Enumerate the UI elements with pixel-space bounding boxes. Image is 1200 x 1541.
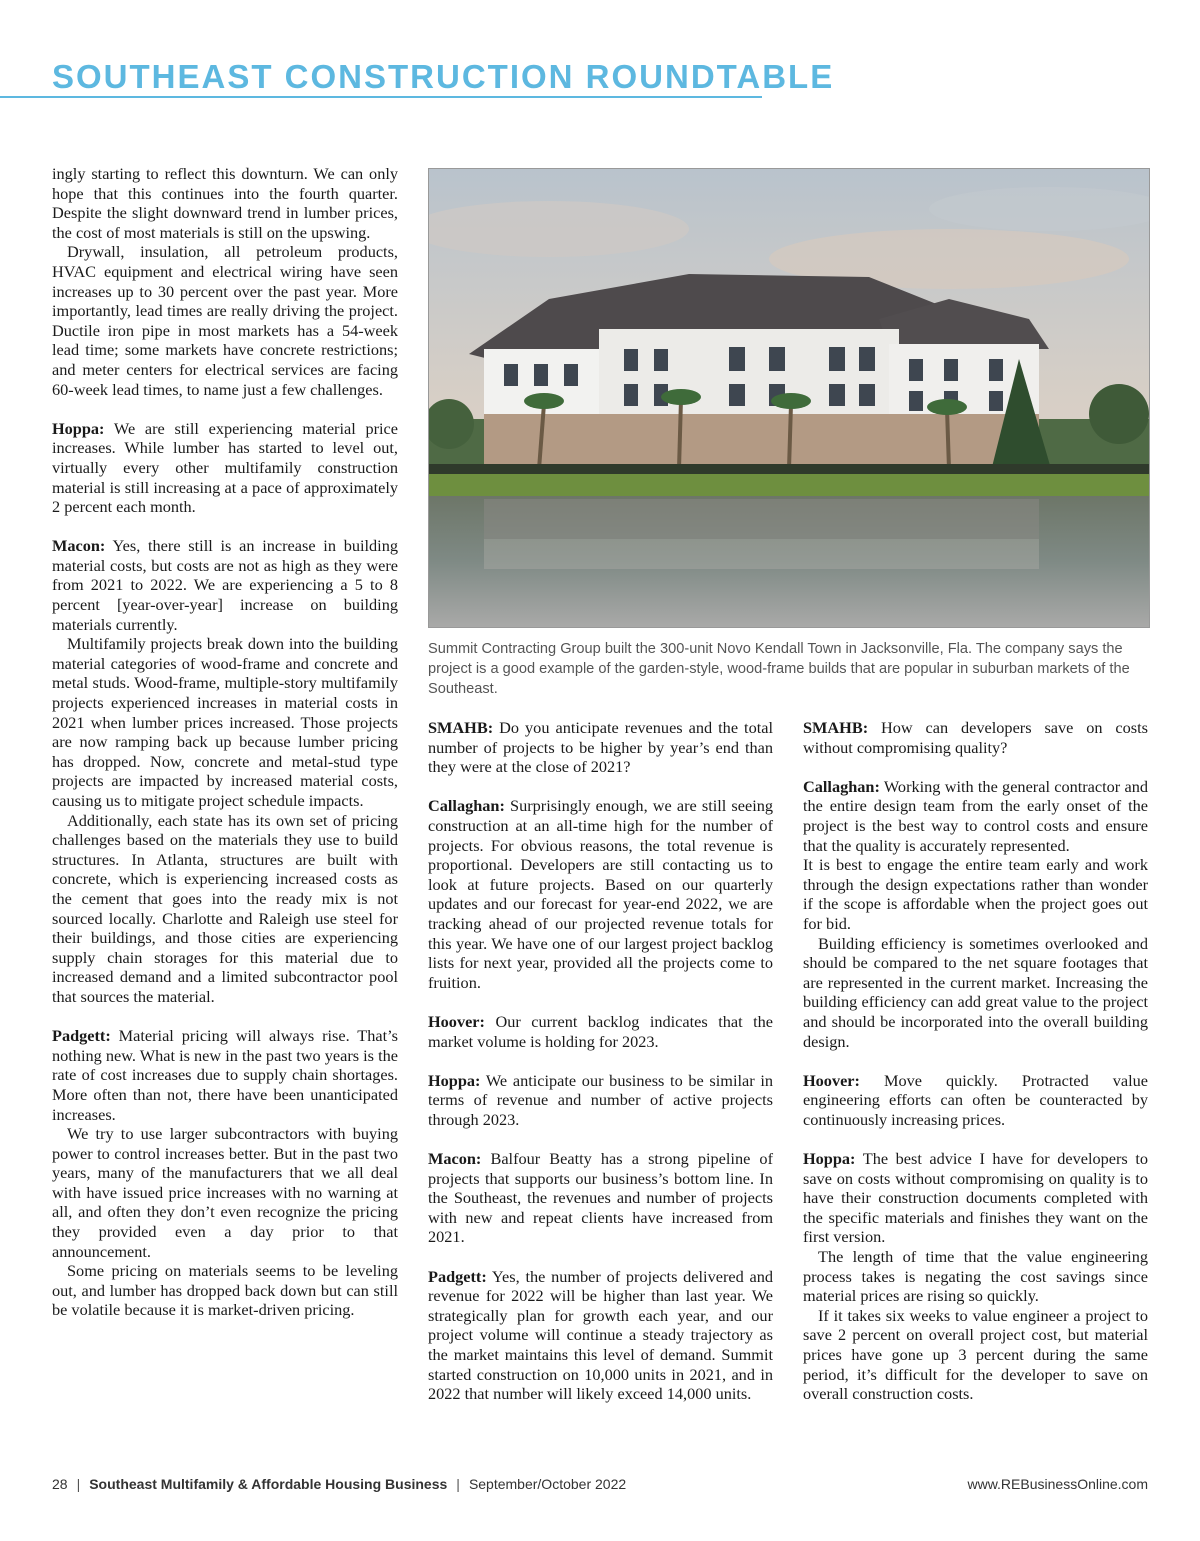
question-text: Do you anticipate revenues and the total number of projects to be higher by year’s end than they were at the close of 2021? [428,718,773,777]
answer-text: Yes, the number of projects delivered and revenue for 2022 will be higher than last year. We strategically plan for growth each year, and our project volume will continue a steady trajectory as the market maintains this level of demand. Summit started construction on 10,000 units in 2021, and in 2022 that number will likely exceed 14,000 units. [428,1266,773,1404]
website-url: www.REBusinessOnline.com [967,1476,1148,1492]
paragraph: The length of time that the value engineering process takes is negating the cost savings since material prices are rising so quickly. [803,1247,1148,1306]
answer-text: Balfour Beatty has a strong pipeline of projects that supports our business’s bottom line. In the Southeast, the revenues and number of projects with new and repeat clients have increased from 2021. [428,1149,773,1247]
article-column-1 [52,164,398,1320]
paragraph: It is best to engage the entire team early and work through the design expectations rather than wonder if the scope is affordable when the project goes out for bid. [803,855,1148,933]
speaker-name: Hoover: [428,1011,485,1031]
article-column-3 [803,718,1148,1404]
footer-separator: | [76,1476,81,1492]
speaker-name: Padgett: [428,1266,487,1286]
answer-hoover [428,1012,773,1051]
speaker-name: Hoppa: [428,1070,481,1090]
speaker-name: SMAHB: [428,718,494,737]
answer-hoppa [428,1071,773,1130]
answer-macon [52,536,398,634]
page-number: 28 [52,1476,68,1492]
article-column-2 [428,718,773,1404]
speaker-name: Hoppa: [52,418,105,438]
page-footer [52,1476,626,1492]
answer-text: Material pricing will always rise. That’s nothing new. What is new in the past two years is the rate of cost increases due to supply chain shortages. More often than not, there have been unanticipated increases. [52,1026,398,1124]
answer-text: Move quickly. Protracted value engineering efforts can often be counteracted by continuously increasing prices. [803,1070,1148,1129]
answer-hoppa [803,1149,1148,1247]
footer-separator: | [456,1476,460,1492]
issue-date: September/October 2022 [468,1476,627,1492]
speaker-name: Padgett: [52,1026,111,1046]
answer-callaghan [428,796,773,992]
answer-text: Surprisingly enough, we are still seeing construction at an all-time high for the number of projects. For obvious reasons, the total revenue is proportional. Developers are still contacting us to look at future projects. Based on our quarterly updates and our forecast for year-end 2022, we are tracking ahead of our projected revenue totals for this year. We have one of our largest project backlog lists for next year, provided all the projects come to fruition. [428,796,773,992]
paragraph: Multifamily projects break down into the building material categories of wood-frame and concrete and metal studs. Wood-frame, multiple-story multifamily projects experienced increases in material costs in 2021 when lumber prices increased. Those projects are now ramping back up because lumber pricing has dropped. Now, concrete and metal-stud type projects are impacted by increased material costs, causing us to mitigate project schedule impacts. [52,634,398,810]
speaker-name: Callaghan: [803,776,880,796]
question-smahb [428,718,773,777]
question-text: How can developers save on costs without compromising quality? [803,718,1148,757]
answer-hoover [803,1071,1148,1130]
speaker-name: Hoover: [803,1070,860,1090]
paragraph: Building efficiency is sometimes overlooked and should be compared to the net square footages that are represented in the current market. Increasing the building efficiency can add great value to the project and should be incorporated into the overall building design. [803,933,1148,1051]
answer-padgett [52,1026,398,1124]
paragraph: ingly starting to reflect this downturn. We can only hope that this continues into the fourth quarter. Despite the slight downward trend in lumber prices, the cost of most materials is still on the upswing. [52,164,398,242]
answer-text: Our current backlog indicates that the market volume is holding for 2023. [428,1011,773,1051]
answer-text: We anticipate our business to be similar in terms of revenue and number of active projects through 2023. [428,1070,773,1129]
paragraph: We try to use larger subcontractors with buying power to control increases better. But in the past two years, many of the manufacturers that we all deal with have issued price increases with no warning at all, and often they don’t even recognize the pricing they provided even a day prior to that announcement. [52,1124,398,1261]
paragraph: If it takes six weeks to value engineer a project to save 2 percent on overall project cost, but material prices have gone up 3 percent during the same period, it’s difficult for the developer to save on overall construction costs. [803,1305,1148,1404]
answer-padgett [428,1267,773,1404]
section-title: SOUTHEAST CONSTRUCTION ROUNDTABLE [52,58,835,95]
apartment-photo [428,168,1150,628]
paragraph: Additionally, each state has its own set of pricing challenges based on the materials they use to build structures. In Atlanta, structures are built with concrete, which is experiencing increased costs as the cement that goes into the ready mix is not sourced locally. Charlotte and Raleigh use steel for their buildings, and those cities are experiencing supply chain storages for this material due to increased demand and a limited subcontractor pool that sources the material. [52,810,398,1006]
speaker-name: SMAHB: [803,718,869,737]
speaker-name: Hoppa: [803,1149,856,1169]
answer-text: The best advice I have for developers to save on costs without compromising on quality is to have their construction documents completed with the specific materials and finishes they want on the first version. [803,1149,1148,1247]
speaker-name: Callaghan: [428,796,505,816]
answer-macon [428,1149,773,1247]
paragraph: Drywall, insulation, all petroleum products, HVAC equipment and electrical wiring have seen increases up to 30 percent over the past year. More importantly, lead times are really driving the project. Ductile iron pipe in most markets has a 54-week lead time; some markets have concrete restrictions; and meter centers for electrical services are facing 60-week lead times, to name just a few challenges. [52,242,398,399]
answer-hoppa [52,419,398,517]
question-smahb [803,718,1148,757]
publication-name: Southeast Multifamily & Affordable Housing Business [89,1476,448,1492]
header-rule [0,96,762,98]
apartment-illustration [429,169,1149,627]
answer-text: Yes, there still is an increase in building material costs, but costs are not as high as they were from 2021 to 2022. We are experiencing a 5 to 8 percent [year-over-year] increase on building materials currently. [52,536,398,634]
speaker-name: Macon: [52,536,106,556]
answer-callaghan [803,777,1148,855]
paragraph: Some pricing on materials seems to be leveling out, and lumber has dropped back down but can still be volatile because it is market-driven pricing. [52,1261,398,1320]
answer-text: Working with the general contractor and the entire design team from the early onset of the project is the best way to control costs and ensure that the quality is accurately represented. [803,776,1148,855]
answer-text: We are still experiencing material price increases. While lumber has started to level out, virtually every other multifamily construction material is still increasing at a pace of approximately 2 percent each month. [52,418,398,517]
speaker-name: Macon: [428,1149,482,1169]
photo-caption: Summit Contracting Group built the 300-unit Novo Kendall Town in Jacksonville, Fla. The company says the project is a good example of the garden-style, wood-frame builds that are popular in suburban markets of the Southeast. [428,641,1130,697]
